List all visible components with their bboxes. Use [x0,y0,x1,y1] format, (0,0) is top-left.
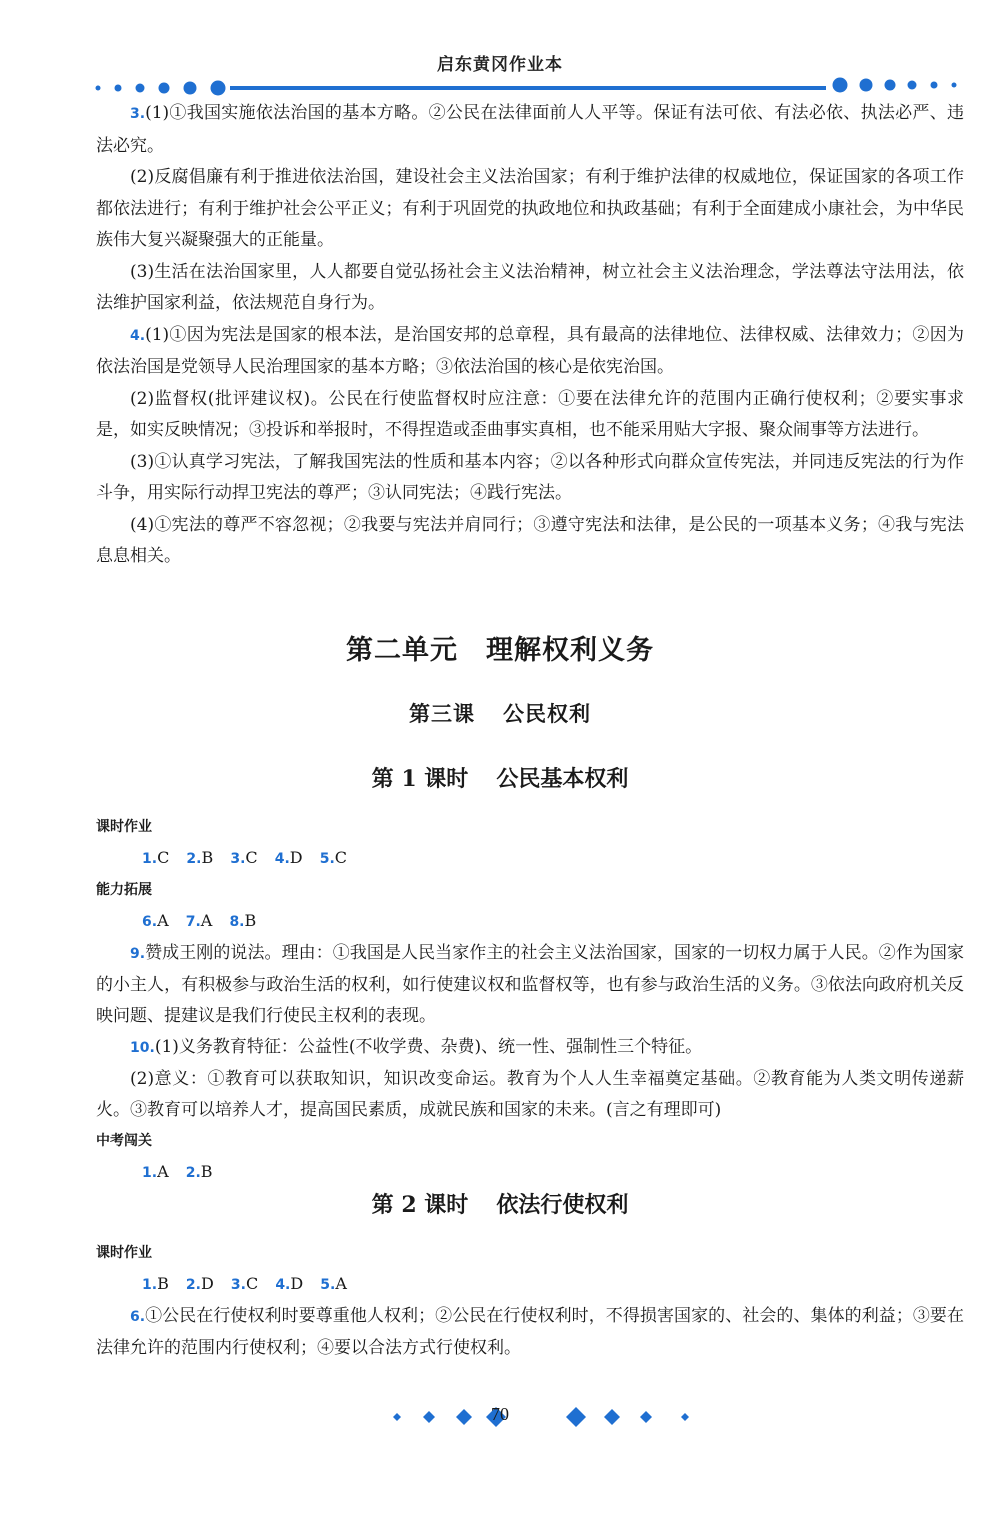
section-label: 课时作业 [96,819,152,835]
answer-item: 1.B [142,1274,169,1293]
period-2-title: 第 2 课时 依法行使权利 [371,1192,629,1218]
answer-3-part1: 3.(1)①我国实施依法治国的基本方略。②公民在法律面前人人平等。保证有法可依、有法必依、执法必严、违法必究。 [96,103,964,156]
choice-answers [96,1156,964,1189]
top-answers [96,98,964,573]
header-decoration [90,74,970,98]
page-header-title: 启东黄冈作业本 [437,55,563,75]
choice-answers [96,905,964,938]
answer-item: 7.A [185,911,213,930]
period-2-answers [96,1238,964,1364]
period-1-answers [96,812,964,1189]
answer-item: 2.B [186,848,214,867]
section-label: 能力拓展 [96,882,152,898]
answer-item: 3.C [230,1274,259,1293]
choice-answers [96,1268,964,1301]
section-label: 课时作业 [96,1245,152,1261]
answer-6: 6.①公民在行使权利时要尊重他人权利；②公民在行使权利时，不得损害国家的、社会的、集体的利益；③要在法律允许的范围内行使权利；④要以合法方式行使权利。 [96,1306,964,1358]
answer-4-part4: (4)①宪法的尊严不容忽视；②我要与宪法并肩同行；③遵守宪法和法律，是公民的一项基本义务；④我与宪法息息相关。 [96,514,964,566]
answer-item: 5.A [320,1274,347,1293]
answer-3-part2: (2)反腐倡廉有利于推进依法治国，建设社会主义法治国家；有利于维护法律的权威地位，保证国家的各项工作都依法进行；有利于维护社会公平正义；有利于巩固党的执政地位和执政基础；有利于全面建成小康社会，为中华民族伟大复兴凝聚强大的正能量。 [96,167,964,250]
question-number: 4. [130,327,146,344]
answer-item: 8.B [229,911,257,930]
answer-item: 2.B [185,1162,213,1181]
answer-3-part3: (3)生活在法治国家里，人人都要自觉弘扬社会主义法治精神，树立社会主义法治理念，学法尊法守法用法，依法维护国家利益，依法规范自身行为。 [96,261,964,313]
answer-item: 1.A [142,1162,169,1181]
answer-item: 5.C [319,848,348,867]
unit-title: 第二单元 理解权利义务 [346,635,654,666]
answer-item: 2.D [185,1274,214,1293]
answer-item: 6.A [142,911,169,930]
lesson-title: 第三课 公民权利 [409,701,591,726]
answer-4-part2: (2)监督权(批评建议权)。公民在行使监督权时应注意：①要在法律允许的范围内正确行使权利；②要实事求是，如实反映情况；③投诉和举报时，不得捏造或歪曲事实真相，也不能采用贴大字报、聚众闹事等方法进行。 [96,388,964,440]
answer-10-part2: (2)意义：①教育可以获取知识，知识改变命运。教育为个人人生幸福奠定基础。②教育能为人类文明传递薪火。③教育可以培养人才，提高国民素质，成就民族和国家的未来。(言之有理即可) [96,1069,964,1120]
period-1-title: 第 1 课时 公民基本权利 [371,766,629,792]
answer-item: 4.D [274,848,303,867]
question-number: 3. [130,106,146,122]
answer-4-part1: 4.(1)①因为宪法是国家的根本法，是治国安邦的总章程，具有最高的法律地位、法律权威、法律效力；②因为依法治国是党领导人民治理国家的基本方略；③依法治国的核心是依宪治国。 [96,324,964,377]
answer-item: 3.C [230,848,258,867]
answer-10-part1: 10.(1)义务教育特征：公益性(不收学费、杂费)、统一性、强制性三个特征。 [130,1037,703,1057]
page-number: 70 [491,1404,509,1424]
section-label: 中考闯关 [96,1133,152,1149]
answer-9: 9.赞成王刚的说法。理由：①我国是人民当家作主的社会主义法治国家，国家的一切权力属于人民。②作为国家的小主人，有积极参与政治生活的权利，如行使建议权和监督权等，也有参与政治生活的义务。③依法向政府机关反映问题、提建议是我们行使民主权利的表现。 [96,943,964,1026]
choice-answers [96,842,964,875]
answer-item: 1.C [142,848,170,867]
answer-4-part3: (3)①认真学习宪法，了解我国宪法的性质和基本内容；②以各种形式向群众宣传宪法，并同违反宪法的行为作斗争，用实际行动捍卫宪法的尊严；③认同宪法；④践行宪法。 [96,451,964,503]
answer-item: 4.D [275,1274,304,1293]
